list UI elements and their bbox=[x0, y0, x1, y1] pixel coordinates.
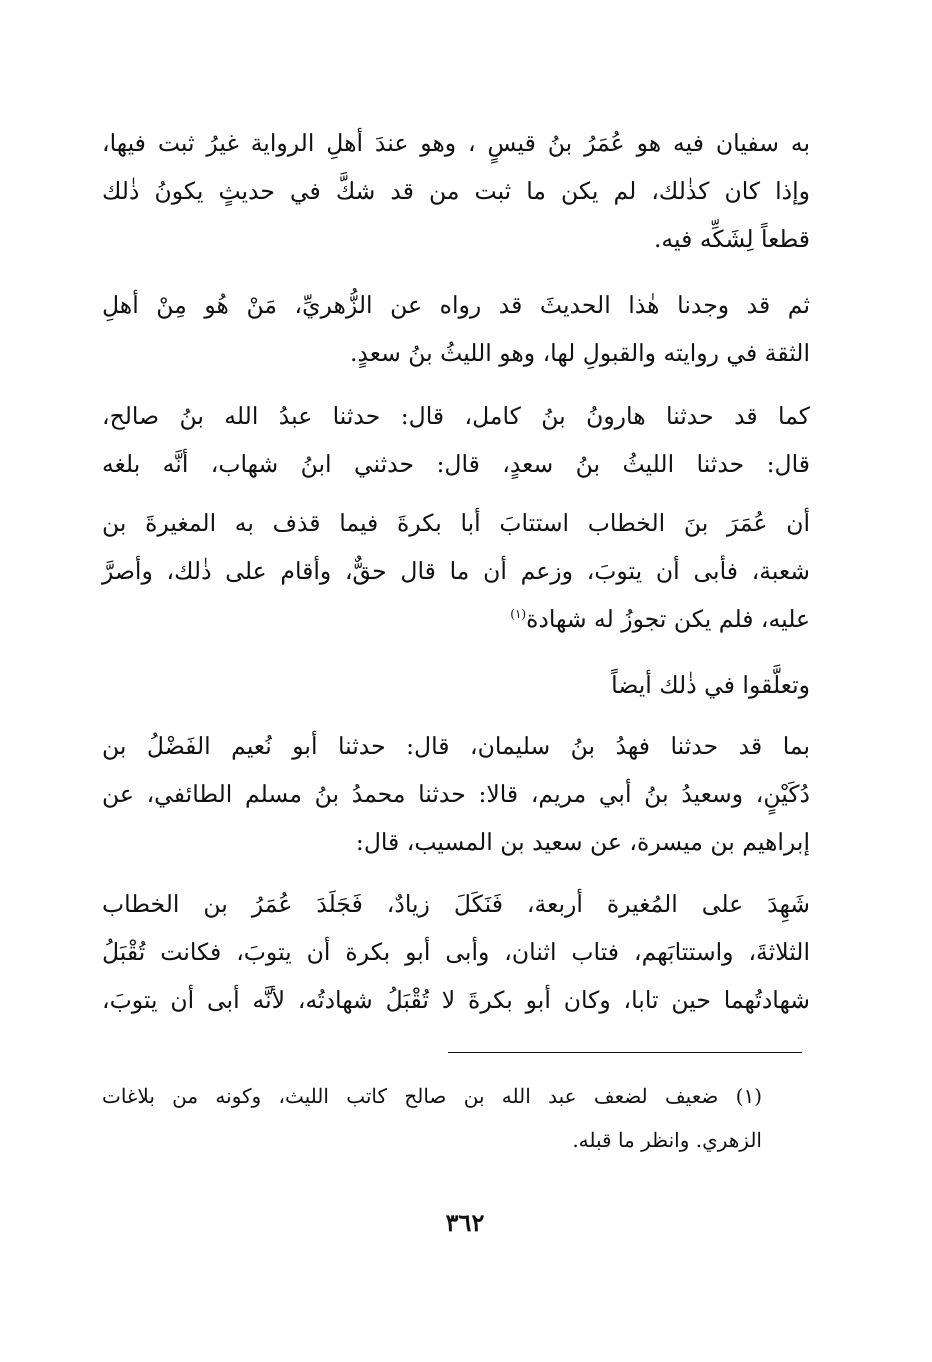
text-line: إبراهيم بن ميسرة، عن سعيد بن المسيب، قال: bbox=[355, 828, 810, 856]
text-line: ثم قد وجدنا هٰذا الحديثَ قد رواه عن الزُّهريِّ، مَنْ هُو مِنْ أهلِ bbox=[102, 291, 810, 319]
footnote-marker: (١) bbox=[510, 607, 527, 622]
text-line: قطعاً لِشَكِّه فيه. bbox=[653, 225, 810, 253]
paragraph-2 bbox=[102, 281, 810, 377]
text-line: به سفيان فيه هو عُمَرُ بنُ قيسٍ ، وهو عندَ أهلِ الرواية غيرُ ثبت فيها، bbox=[102, 129, 810, 157]
text-line: شعبة، فأبى أن يتوبَ، وزعم أن ما قال حقٌّ، وأقام على ذٰلك، وأصرَّ bbox=[102, 557, 810, 585]
text-line: أن عُمَرَ بنَ الخطاب استتابَ أبا بكرةَ فيما قذف به المغيرةَ بن bbox=[102, 509, 810, 537]
footnote-line: (١) ضعيف لضعف عبد الله بن صالح كاتب الليث، وكونه من بلاغات bbox=[102, 1084, 762, 1108]
footnote-line: الزهري. وانظر ما قبله. bbox=[572, 1128, 762, 1152]
footnote bbox=[102, 1074, 762, 1162]
text-line: الثلاثةَ، واستتابَهم، فتاب اثنان، وأبى أبو بكرة أن يتوبَ، فكانت تُقْبَلُ bbox=[102, 938, 810, 966]
text-line: بما قد حدثنا فهدُ بنُ سليمان، قال: حدثنا أبو نُعيم الفَضْلُ بن bbox=[102, 732, 810, 760]
paragraph-7 bbox=[102, 880, 810, 1024]
paragraph-6 bbox=[102, 722, 810, 866]
paragraph-3 bbox=[102, 392, 810, 488]
paragraph-5 bbox=[102, 661, 810, 709]
paragraph-1 bbox=[102, 119, 810, 263]
text-line: شَهِدَ على المُغيرة أربعة، فَنَكَلَ زيادٌ، فَجَلَدَ عُمَرُ بن الخطاب bbox=[102, 890, 810, 918]
text-line: قال: حدثنا الليثُ بنُ سعدٍ، قال: حدثني ابنُ شهاب، أنَّه بلغه bbox=[102, 450, 810, 478]
text-line: شهادتُهما حين تابا، وكان أبو بكرةَ لا تُقْبَلُ شهادتُه، لأنَّه أبى أن يتوبَ، bbox=[102, 986, 810, 1014]
text-line: عليه، فلم يكن تجوزُ له شهادة bbox=[526, 605, 810, 633]
text-line: دُكَيْنٍ، وسعيدُ بنُ أبي مريم، قالا: حدثنا محمدُ بنُ مسلم الطائفي، عن bbox=[102, 780, 810, 808]
paragraph-4 bbox=[102, 499, 810, 643]
text-line: كما قد حدثنا هارونُ بنُ كامل، قال: حدثنا عبدُ الله بنُ صالح، bbox=[102, 402, 810, 430]
text-line: وتعلَّقوا في ذٰلك أيضاً bbox=[611, 671, 810, 699]
footnote-divider bbox=[448, 1052, 802, 1053]
text-line: وإذا كان كذٰلك، لم يكن ما ثبت من قد شكَّ في حديثٍ يكونُ ذٰلك bbox=[102, 177, 810, 205]
text-line-with-footnote bbox=[102, 595, 810, 643]
text-line: الثقة في روايته والقبولِ لها، وهو الليثُ بنُ سعدٍ. bbox=[349, 339, 810, 367]
page-number: ٣٦٢ bbox=[445, 1208, 485, 1237]
